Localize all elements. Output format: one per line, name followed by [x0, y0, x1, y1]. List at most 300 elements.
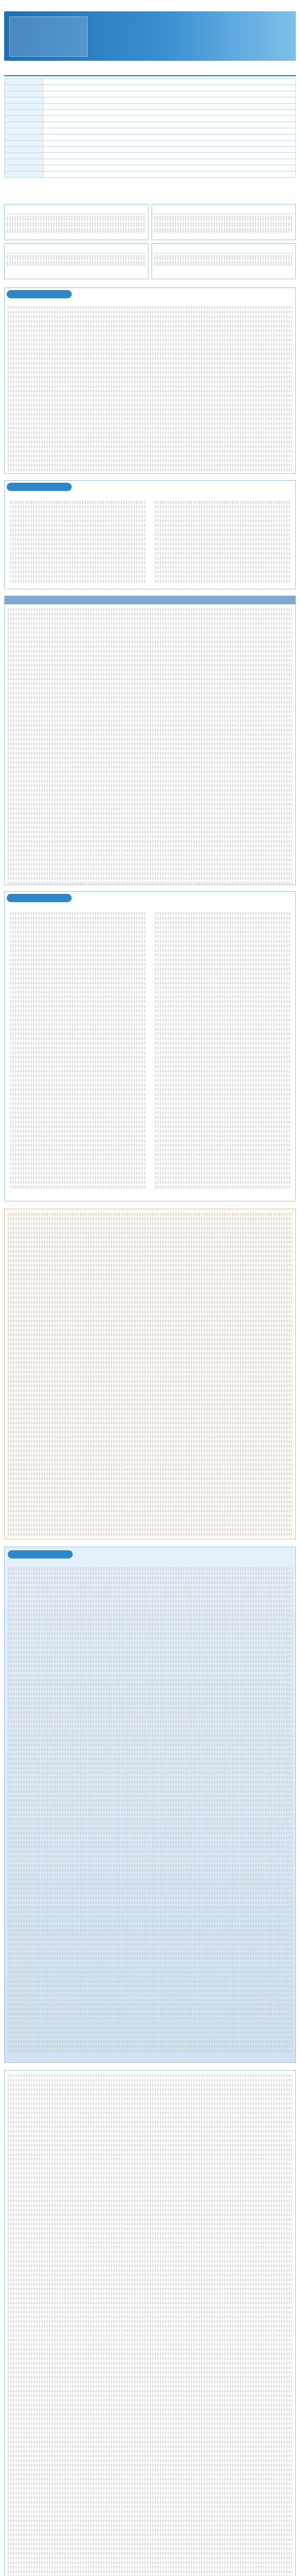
- text-line: [8, 2158, 292, 2161]
- text-line: [8, 1957, 292, 1960]
- text-line: [10, 958, 145, 961]
- worship-row: [5, 153, 296, 159]
- text-line: [8, 1417, 292, 1420]
- text-line: [8, 468, 292, 471]
- worship-row-value: [43, 122, 296, 128]
- text-line: [8, 1804, 292, 1807]
- text-line: [8, 798, 292, 801]
- text-line: [10, 1176, 145, 1179]
- text-line: [10, 1083, 145, 1087]
- text-line: [8, 738, 292, 741]
- text-line: [10, 538, 145, 541]
- text-line: [8, 2505, 292, 2509]
- text-line: [8, 1329, 292, 1332]
- text-line: [8, 2389, 292, 2393]
- text-line: [10, 921, 145, 924]
- text-line: [8, 2199, 292, 2202]
- text-line: [8, 2176, 292, 2179]
- worship-row-label: [5, 97, 43, 104]
- text-line: [8, 1818, 292, 1821]
- news-left: [7, 908, 148, 1192]
- worship-row-label: [5, 147, 43, 153]
- info-line: [154, 255, 293, 260]
- text-line: [10, 1042, 145, 1045]
- text-line: [8, 1994, 292, 1997]
- text-line: [8, 1706, 292, 1709]
- text-line: [8, 1227, 292, 1230]
- text-line: [8, 2255, 292, 2258]
- text-line: [8, 1398, 292, 1401]
- text-line: [8, 2427, 292, 2430]
- text-line: [8, 1463, 292, 1466]
- worship-row-label: [5, 110, 43, 116]
- text-line: [155, 547, 290, 550]
- text-line: [8, 1486, 292, 1489]
- text-line: [8, 1628, 292, 1631]
- text-line: [8, 2533, 292, 2536]
- text-line: [8, 1915, 292, 1918]
- text-line: [8, 1966, 292, 1969]
- text-line: [8, 835, 292, 838]
- offering-title: [7, 290, 72, 298]
- text-line: [8, 1301, 292, 1304]
- text-line: [10, 1056, 145, 1059]
- text-line: [8, 2366, 292, 2369]
- text-line: [8, 1864, 292, 1867]
- text-line: [8, 2241, 292, 2244]
- text-line: [10, 1065, 145, 1068]
- text-line: [8, 2017, 292, 2020]
- text-line: [8, 2371, 292, 2374]
- text-line: [8, 1920, 292, 1923]
- info-card-title: [7, 246, 146, 253]
- text-line: [155, 1125, 290, 1128]
- worship-row-value: [43, 110, 296, 116]
- text-line: [8, 1785, 292, 1788]
- worship-row-label: [5, 165, 43, 172]
- text-line: [8, 389, 292, 393]
- text-line: [8, 1459, 292, 1462]
- article1-title: [8, 1550, 73, 1558]
- text-line: [8, 2223, 292, 2226]
- text-line: [10, 940, 145, 943]
- text-line: [8, 1850, 292, 1853]
- text-line: [8, 2450, 292, 2453]
- text-line: [8, 1753, 292, 1756]
- text-line: [8, 459, 292, 462]
- article2-section: [4, 2070, 296, 2576]
- text-line: [8, 2036, 292, 2039]
- text-line: [8, 1586, 292, 1589]
- worship-row-value: [43, 159, 296, 165]
- text-line: [8, 654, 292, 657]
- info-card: [152, 204, 296, 240]
- text-line: [8, 854, 292, 857]
- worship-row: [5, 91, 296, 97]
- text-line: [8, 2487, 292, 2490]
- text-line: [10, 930, 145, 934]
- text-line: [8, 2139, 292, 2142]
- schedule-title: [7, 483, 72, 491]
- text-line: [8, 1250, 292, 1253]
- text-line: [10, 575, 145, 578]
- worship-row-value: [43, 97, 296, 104]
- text-line: [8, 1370, 292, 1374]
- text-line: [10, 1000, 145, 1003]
- text-line: [8, 2102, 292, 2105]
- text-line: [155, 1176, 290, 1179]
- text-line: [8, 1472, 292, 1476]
- text-line: [8, 325, 292, 328]
- text-line: [8, 1674, 292, 1677]
- text-line: [10, 1093, 145, 1096]
- text-line: [8, 1306, 292, 1309]
- text-line: [8, 803, 292, 806]
- text-line: [8, 1357, 292, 1360]
- text-line: [8, 357, 292, 360]
- text-line: [10, 977, 145, 980]
- text-line: [8, 2311, 292, 2314]
- text-line: [8, 2278, 292, 2281]
- text-line: [155, 954, 290, 957]
- text-line: [8, 673, 292, 676]
- text-line: [8, 362, 292, 365]
- text-line: [8, 1375, 292, 1378]
- text-line: [8, 2543, 292, 2546]
- text-line: [8, 1352, 292, 1355]
- text-line: [155, 1051, 290, 1054]
- text-line: [155, 505, 290, 509]
- info-line: [154, 228, 293, 233]
- text-line: [8, 1739, 292, 1742]
- text-line: [8, 1338, 292, 1341]
- worship-row: [5, 97, 296, 104]
- text-line: [8, 1869, 292, 1872]
- news-title: [7, 894, 72, 902]
- text-line: [8, 2260, 292, 2263]
- schedule-left: [7, 497, 148, 586]
- text-line: [8, 334, 292, 337]
- text-line: [155, 1097, 290, 1100]
- text-line: [10, 995, 145, 998]
- text-line: [8, 868, 292, 871]
- worship-row-value: [43, 104, 296, 110]
- text-line: [10, 1014, 145, 1017]
- worship-row-label: [5, 159, 43, 165]
- text-line: [8, 1310, 292, 1313]
- text-line: [10, 1111, 145, 1114]
- text-line: [8, 645, 292, 648]
- worship-row-value: [43, 165, 296, 172]
- text-line: [155, 912, 290, 915]
- text-line: [8, 348, 292, 351]
- text-line: [8, 1567, 292, 1570]
- text-line: [8, 812, 292, 815]
- text-line: [8, 366, 292, 369]
- text-line: [155, 1023, 290, 1026]
- text-line: [8, 1716, 292, 1719]
- text-line: [10, 1121, 145, 1124]
- news-grid: [5, 906, 295, 1194]
- text-line: [8, 1702, 292, 1705]
- text-line: [8, 1572, 292, 1575]
- text-line: [8, 1264, 292, 1267]
- worship-row-label: [5, 91, 43, 97]
- text-line: [8, 1855, 292, 1858]
- info-card-title: [154, 246, 293, 253]
- worship-row: [5, 104, 296, 110]
- text-line: [155, 552, 290, 555]
- text-line: [8, 2083, 292, 2087]
- text-line: [8, 352, 292, 355]
- text-line: [8, 403, 292, 406]
- worship-row-label: [5, 122, 43, 128]
- text-line: [8, 1581, 292, 1584]
- text-line: [8, 2510, 292, 2513]
- text-line: [10, 1032, 145, 1036]
- text-line: [8, 1315, 292, 1318]
- text-line: [8, 2287, 292, 2291]
- text-line: [8, 1296, 292, 1299]
- text-line: [10, 1051, 145, 1054]
- text-line: [8, 427, 292, 430]
- text-line: [155, 1074, 290, 1077]
- text-line: [8, 1883, 292, 1886]
- text-line: [8, 701, 292, 704]
- worship-row-label: [5, 134, 43, 141]
- text-line: [8, 1901, 292, 1904]
- text-line: [8, 1808, 292, 1811]
- text-line: [10, 935, 145, 938]
- text-line: [8, 2459, 292, 2462]
- text-line: [10, 1070, 145, 1073]
- text-line: [10, 547, 145, 550]
- info-line: [7, 228, 146, 233]
- text-line: [8, 2148, 292, 2151]
- worship-row: [5, 122, 296, 128]
- text-line: [8, 2519, 292, 2522]
- text-line: [155, 1014, 290, 1017]
- text-line: [10, 570, 145, 573]
- text-line: [8, 1975, 292, 1978]
- text-line: [155, 935, 290, 938]
- text-line: [8, 687, 292, 690]
- text-line: [10, 580, 145, 583]
- text-line: [155, 1167, 290, 1170]
- text-line: [8, 1268, 292, 1272]
- text-line: [10, 1148, 145, 1151]
- text-line: [155, 533, 290, 536]
- text-line: [8, 1361, 292, 1364]
- worship-row: [5, 85, 296, 91]
- text-line: [8, 1236, 292, 1239]
- news-section: [4, 891, 296, 1201]
- text-line: [10, 1134, 145, 1138]
- text-line: [8, 464, 292, 467]
- text-line: [8, 371, 292, 374]
- text-line: [8, 793, 292, 796]
- text-line: [8, 1595, 292, 1598]
- worship-row-value: [43, 91, 296, 97]
- text-line: [155, 1130, 290, 1133]
- text-line: [8, 2162, 292, 2165]
- text-line: [8, 696, 292, 699]
- text-line: [10, 510, 145, 513]
- text-line: [155, 968, 290, 971]
- text-line: [8, 380, 292, 383]
- text-line: [10, 1130, 145, 1133]
- text-line: [155, 1060, 290, 1063]
- text-line: [10, 1139, 145, 1142]
- text-line: [8, 1822, 292, 1825]
- text-line: [8, 779, 292, 783]
- text-line: [8, 650, 292, 653]
- text-line: [8, 1757, 292, 1760]
- text-line: [8, 1878, 292, 1881]
- text-line: [10, 1102, 145, 1105]
- text-line: [8, 1222, 292, 1225]
- text-line: [8, 1980, 292, 1983]
- text-line: [8, 1836, 292, 1839]
- text-line: [8, 2417, 292, 2420]
- article1-section: [4, 1547, 296, 2063]
- text-line: [8, 1333, 292, 1336]
- text-line: [8, 1688, 292, 1691]
- text-line: [8, 1646, 292, 1649]
- text-line: [8, 2566, 292, 2569]
- text-line: [8, 2561, 292, 2564]
- text-line: [10, 1060, 145, 1063]
- text-line: [8, 1730, 292, 1733]
- text-line: [155, 1005, 290, 1008]
- bulletin-title: [188, 19, 291, 37]
- text-line: [8, 682, 292, 685]
- text-line: [8, 1743, 292, 1747]
- text-line: [10, 1009, 145, 1012]
- text-line: [8, 2049, 292, 2053]
- text-line: [8, 2362, 292, 2365]
- text-line: [8, 445, 292, 448]
- bulletin-subtitle: [188, 40, 291, 53]
- article1-text: [5, 1564, 295, 2056]
- text-line: [155, 949, 290, 952]
- text-line: [155, 972, 290, 975]
- text-line: [155, 529, 290, 532]
- text-line: [8, 2195, 292, 2198]
- text-line: [8, 2045, 292, 2048]
- text-line: [8, 1790, 292, 1793]
- text-line: [8, 761, 292, 764]
- info-line: [154, 261, 293, 266]
- text-line: [155, 515, 290, 518]
- text-line: [10, 1125, 145, 1128]
- text-line: [155, 1056, 290, 1059]
- text-line: [8, 1660, 292, 1663]
- text-line: [155, 575, 290, 578]
- text-line: [8, 385, 292, 388]
- text-line: [8, 1989, 292, 1992]
- text-line: [8, 2352, 292, 2355]
- text-line: [8, 2496, 292, 2499]
- text-line: [8, 2306, 292, 2309]
- worship-row-label: [5, 104, 43, 110]
- text-line: [155, 1032, 290, 1036]
- text-line: [8, 2524, 292, 2527]
- text-line: [8, 2088, 292, 2091]
- text-line: [8, 440, 292, 444]
- text-line: [155, 986, 290, 989]
- text-line: [8, 2403, 292, 2406]
- text-line: [8, 1827, 292, 1830]
- text-line: [8, 1711, 292, 1714]
- text-line: [8, 2529, 292, 2532]
- text-line: [155, 543, 290, 546]
- text-line: [8, 1380, 292, 1383]
- text-line: [10, 968, 145, 971]
- text-line: [8, 2556, 292, 2560]
- text-line: [10, 566, 145, 569]
- text-line: [8, 2538, 292, 2541]
- text-line: [8, 1906, 292, 1909]
- text-line: [8, 2320, 292, 2323]
- text-line: [8, 2125, 292, 2128]
- text-line: [8, 1692, 292, 1696]
- text-line: [8, 728, 292, 732]
- text-line: [8, 2116, 292, 2119]
- text-line: [8, 2246, 292, 2249]
- text-line: [10, 1023, 145, 1026]
- text-line: [8, 2031, 292, 2034]
- text-line: [8, 2130, 292, 2133]
- text-line: [8, 1961, 292, 1964]
- text-line: [8, 338, 292, 342]
- text-line: [8, 2547, 292, 2550]
- text-line: [155, 1037, 290, 1040]
- text-line: [155, 1000, 290, 1003]
- text-line: [8, 2134, 292, 2138]
- text-line: [8, 775, 292, 778]
- text-line: [8, 1637, 292, 1640]
- text-line: [8, 1934, 292, 1937]
- text-line: [10, 944, 145, 947]
- header-banner: [4, 11, 296, 61]
- text-line: [8, 2012, 292, 2015]
- info-card: [4, 243, 148, 279]
- text-line: [8, 1468, 292, 1471]
- text-line: [8, 343, 292, 346]
- meta-strip: [4, 2, 296, 11]
- text-line: [8, 742, 292, 745]
- text-line: [8, 1389, 292, 1392]
- text-line: [8, 2292, 292, 2295]
- text-line: [10, 1181, 145, 1184]
- text-line: [8, 2315, 292, 2318]
- text-line: [155, 1121, 290, 1124]
- highlight-text: [5, 1209, 295, 1539]
- text-line: [8, 631, 292, 634]
- text-line: [8, 840, 292, 843]
- text-line: [8, 1623, 292, 1626]
- text-line: [10, 972, 145, 975]
- text-line: [8, 2301, 292, 2304]
- text-line: [8, 1259, 292, 1262]
- text-line: [8, 1947, 292, 1951]
- text-line: [8, 2181, 292, 2184]
- text-line: [155, 570, 290, 573]
- worship-row: [5, 128, 296, 134]
- text-line: [8, 636, 292, 639]
- offering-section: [4, 287, 296, 474]
